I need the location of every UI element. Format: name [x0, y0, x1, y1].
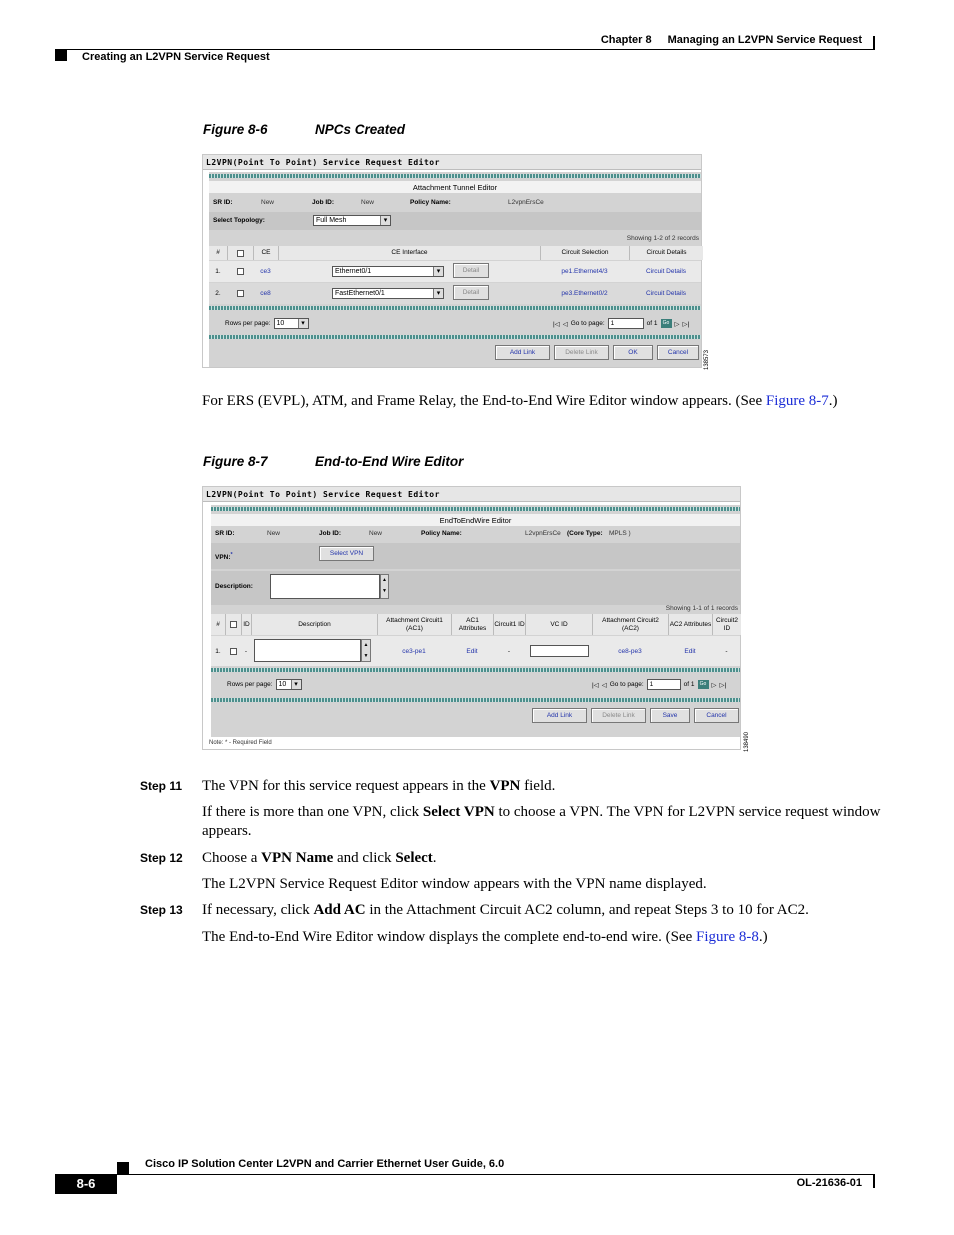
chapter-title: Managing an L2VPN Service Request: [667, 34, 862, 46]
figure-6-number: 138573: [704, 349, 710, 370]
ce-interface-select[interactable]: FastEthernet0/1 ▾: [332, 288, 444, 299]
step-13-label: Step 13: [140, 903, 183, 917]
section-title: Creating an L2VPN Service Request: [82, 51, 270, 63]
intro-paragraph: [202, 392, 882, 411]
col-number: #: [209, 246, 227, 260]
circuit-selection-link[interactable]: pe1.Ethernet4/3: [561, 268, 608, 275]
sr-id-value: New: [261, 199, 275, 206]
required-marker: *: [230, 552, 233, 558]
col-ce: CE: [253, 246, 278, 260]
policy-name-value: L2vpnErsCe: [525, 530, 561, 537]
go-to-page-label: Go to page:: [609, 681, 644, 688]
col-id: ID: [241, 614, 251, 635]
job-id-label: Job ID:: [312, 199, 335, 206]
rows-per-page-label: Rows per page:: [227, 681, 273, 688]
row-number: 2.: [215, 290, 221, 297]
editor-panel: [211, 505, 740, 737]
table-row: [209, 283, 701, 304]
sr-id-value: New: [267, 530, 281, 537]
topology-row: [209, 212, 701, 230]
dotted-rule: [211, 698, 740, 702]
description-label: Description:: [215, 583, 253, 590]
description-row: [211, 571, 740, 605]
cancel-button[interactable]: Cancel: [694, 708, 739, 723]
required-field-note: Note: * - Required Field: [209, 740, 272, 746]
last-page-icon[interactable]: ▷|: [719, 681, 727, 689]
ce-interface-select[interactable]: Ethernet0/1 ▾: [332, 266, 444, 277]
select-all-checkbox[interactable]: [237, 250, 244, 257]
vpn-label: VPN:*: [215, 552, 233, 562]
description-scrollbar[interactable]: ▲ ▼: [380, 574, 389, 599]
row-number: 1.: [215, 647, 221, 655]
chapter-number: Chapter 8: [600, 34, 652, 46]
core-type-label: (Core Type:: [567, 530, 603, 537]
figure-7-xref[interactable]: Figure 8-7: [765, 393, 829, 409]
row-checkbox[interactable]: [237, 290, 244, 297]
step-12-text: Choose a VPN Name and click Select.: [202, 850, 437, 866]
page-count: of 1: [683, 681, 695, 688]
editor-panel: [209, 172, 701, 367]
step-13-text: If necessary, click Add AC in the Attachment Circuit AC2 column, and repeat Steps 3 to 10 for AC2.: [202, 902, 809, 918]
step-11-label: Step 11: [140, 779, 183, 793]
row-description-field[interactable]: [254, 639, 361, 662]
circuit2-id: -: [725, 647, 728, 655]
records-count: Showing 1-2 of 2 records: [626, 235, 699, 242]
col-description: Description: [251, 614, 377, 635]
prev-page-icon[interactable]: ◁: [601, 681, 607, 689]
figure-6-caption: [203, 122, 406, 137]
dotted-rule: [211, 668, 740, 672]
topology-label: Select Topology:: [213, 217, 265, 224]
row-checkbox[interactable]: [230, 648, 237, 655]
ac2-edit-link[interactable]: Edit: [684, 647, 696, 655]
figure-6-screenshot: [202, 154, 702, 368]
col-ac1-attributes: AC1 Attributes: [451, 614, 493, 635]
row-checkbox[interactable]: [237, 268, 244, 275]
col-vc-id: VC ID: [525, 614, 592, 635]
step-12-detail: The L2VPN Service Request Editor window appears with the VPN name displayed.: [202, 876, 707, 892]
col-select-all: [225, 614, 241, 635]
ac1-link[interactable]: ce3-pe1: [402, 647, 426, 655]
dotted-rule: [209, 306, 701, 310]
footer-rule: [117, 1174, 875, 1175]
window-title: L2VPN(Point To Point) Service Request Editor: [203, 487, 740, 502]
last-page-icon[interactable]: ▷|: [682, 320, 690, 328]
col-circuit1-id: Circuit1 ID: [493, 614, 525, 635]
core-type-value: MPLS ): [609, 530, 631, 537]
go-button[interactable]: Go: [698, 680, 709, 689]
sr-info-row: [209, 196, 701, 210]
col-select-all: [227, 246, 253, 260]
vpn-row: [211, 543, 740, 569]
page-input[interactable]: 1: [647, 679, 681, 690]
figure-7-screenshot: [202, 486, 741, 750]
step-11-text: The VPN for this service request appears in the VPN field.: [202, 778, 556, 794]
row-id: -: [244, 647, 248, 655]
job-id-value: New: [369, 530, 383, 537]
next-page-icon[interactable]: ▷: [711, 681, 717, 689]
go-button[interactable]: Go: [661, 319, 672, 328]
window-title: L2VPN(Point To Point) Service Request Editor: [203, 155, 701, 170]
rows-per-page-select[interactable]: 10 ▾: [276, 679, 302, 690]
rows-per-page: [227, 679, 302, 690]
circuit1-id: -: [507, 647, 511, 655]
editor-title: Attachment Tunnel Editor: [209, 181, 701, 193]
detail-button[interactable]: Detail: [453, 285, 489, 300]
footer-marker: [117, 1162, 129, 1174]
figure-7-caption: [203, 454, 464, 469]
row-number: 1.: [215, 268, 221, 275]
col-ac2: Attachment Circuit2 (AC2): [592, 614, 668, 635]
delete-link-button[interactable]: Delete Link: [591, 708, 646, 723]
ac2-link[interactable]: ce8-pe3: [618, 647, 642, 655]
add-link-button[interactable]: Add Link: [532, 708, 587, 723]
document-number: OL-21636-01: [796, 1177, 862, 1189]
records-count: Showing 1-1 of 1 records: [665, 605, 738, 612]
header-bar: [873, 36, 875, 50]
rows-per-page: [225, 318, 309, 329]
editor-title: EndToEndWire Editor: [211, 514, 740, 526]
sr-id-label: SR ID:: [215, 530, 235, 537]
page-input[interactable]: 1: [608, 318, 644, 329]
circuit-selection-link[interactable]: pe3.Ethernet0/2: [561, 290, 608, 297]
running-header: [601, 34, 862, 46]
col-ce-interface: CE Interface: [278, 246, 540, 260]
col-circuit2-id: Circuit2 ID: [712, 614, 741, 635]
go-to-page-label: Go to page:: [570, 320, 605, 327]
intro-tail: .): [828, 393, 838, 409]
page-number: 8-6: [55, 1174, 117, 1194]
step-12-label: Step 12: [140, 851, 183, 865]
topology-select[interactable]: Full Mesh ▾: [313, 215, 391, 226]
policy-name-value: L2vpnErsCe: [508, 199, 544, 206]
policy-name-label: Policy Name:: [421, 530, 462, 537]
rows-per-page-label: Rows per page:: [225, 320, 271, 327]
description-field[interactable]: [270, 574, 380, 599]
job-id-value: New: [361, 199, 375, 206]
step-13-detail: The End-to-End Wire Editor window displays the complete end-to-end wire. (See Figure 8-8.): [202, 929, 768, 945]
footer-title: Cisco IP Solution Center L2VPN and Carrier Ethernet User Guide, 6.0: [145, 1158, 505, 1170]
table-row: [209, 261, 701, 282]
header-rule: [55, 49, 875, 50]
ac1-edit-link[interactable]: Edit: [466, 647, 478, 655]
figure-6-label: Figure 8-6: [203, 122, 268, 137]
sr-id-label: SR ID:: [213, 199, 233, 206]
dotted-rule: [209, 174, 701, 178]
col-number: #: [211, 614, 225, 635]
prev-page-icon[interactable]: ◁: [562, 320, 568, 328]
col-ac1: Attachment Circuit1 (AC1): [377, 614, 451, 635]
intro-text: For ERS (EVPL), ATM, and Frame Relay, the End-to-End Wire Editor window appears. (See: [202, 393, 766, 409]
step-11-detail: If there is more than one VPN, click Select VPN to choose a VPN. The VPN for L2VPN service request window appears.: [202, 804, 881, 839]
pagination: [553, 318, 689, 329]
row-description-scrollbar[interactable]: ▲ ▼: [361, 639, 371, 662]
circuit-details-link[interactable]: Circuit Details: [645, 268, 687, 275]
ce-link[interactable]: ce3: [260, 268, 271, 275]
save-button[interactable]: Save: [650, 708, 690, 723]
ok-button[interactable]: OK: [613, 345, 653, 360]
circuit-details-link[interactable]: Circuit Details: [645, 290, 687, 297]
footer-bar: [873, 1175, 875, 1188]
ce-link[interactable]: ce8: [260, 290, 271, 297]
first-page-icon[interactable]: |◁: [553, 320, 560, 328]
figure-7-label: Figure 8-7: [203, 454, 268, 469]
vc-id-field[interactable]: [530, 645, 589, 657]
rows-per-page-select[interactable]: 10 ▾: [274, 318, 309, 329]
col-ac2-attributes: AC2 Attributes: [668, 614, 712, 635]
select-all-checkbox[interactable]: [230, 621, 237, 628]
policy-name-label: Policy Name:: [410, 199, 451, 206]
cancel-button[interactable]: Cancel: [657, 345, 699, 360]
first-page-icon[interactable]: |◁: [592, 681, 599, 689]
detail-button[interactable]: Detail: [453, 263, 489, 278]
figure-7-title: End-to-End Wire Editor: [315, 454, 464, 469]
delete-link-button[interactable]: Delete Link: [554, 345, 609, 360]
figure-8-xref[interactable]: Figure 8-8: [695, 929, 759, 945]
pagination: [592, 679, 726, 690]
header-marker: [55, 50, 67, 61]
page-count: of 1: [646, 320, 658, 327]
dotted-rule: [209, 335, 701, 339]
col-circuit-details: Circuit Details: [629, 246, 703, 260]
figure-6-title: NPCs Created: [315, 122, 406, 137]
select-vpn-button[interactable]: Select VPN: [319, 546, 374, 561]
next-page-icon[interactable]: ▷: [674, 320, 680, 328]
col-circuit-selection: Circuit Selection: [540, 246, 629, 260]
job-id-label: Job ID:: [319, 530, 342, 537]
figure-7-number: 138490: [744, 731, 750, 752]
sr-info-row: [211, 527, 740, 541]
table-row: [211, 636, 740, 666]
add-link-button[interactable]: Add Link: [495, 345, 550, 360]
dotted-rule: [211, 507, 740, 511]
